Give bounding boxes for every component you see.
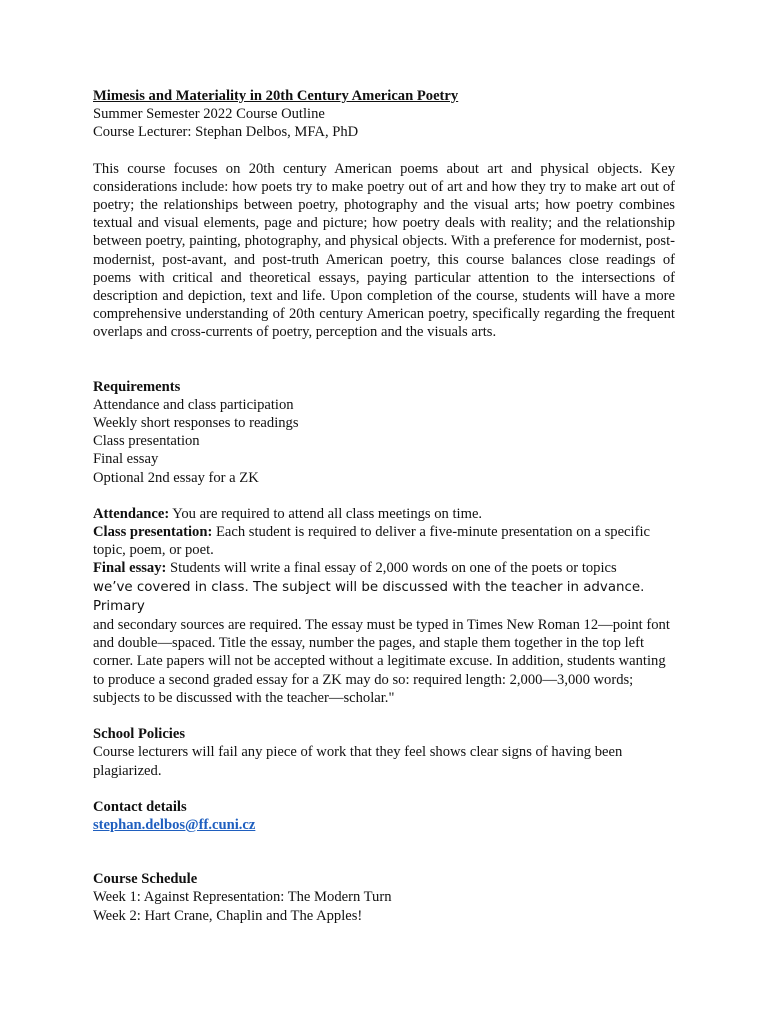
spacer xyxy=(93,834,675,870)
course-description: This course focuses on 20th century American poems about art and physical objects. Key considerations include: how poets try to make poetry out of art and how they try to make art out of poetry; the relationships between poetry, photography and the visual arts; how poetry combines textual and visual elements, page and picture; how poetry deals with reality; and the relationship between poetry, painting, photography, and physical objects. With a preference for modernist, post-modernist, post-avant, and post-truth American poetry, this course balances close readings of poems with critical and theoretical essays, paying particular attention to the intersections of description and depiction, text and life. Upon completion of the course, students will have a more comprehensive understanding of 20th century American poetry, specifically regarding the frequent overlaps and cross-currents of poetry, perception and the visuals arts. xyxy=(93,160,675,341)
school-policies-text: Course lecturers will fail any piece of work that they feel shows clear signs of having been plagiarized. xyxy=(93,744,623,779)
spacer xyxy=(93,342,675,378)
schedule-week: Week 2: Hart Crane, Chaplin and The Apples! xyxy=(93,907,363,924)
document-page xyxy=(93,87,675,925)
attendance-text: You are required to attend all class meetings on time. xyxy=(169,505,483,522)
requirements-heading: Requirements xyxy=(93,378,181,395)
attendance-paragraph xyxy=(93,505,675,523)
schedule-week: Week 1: Against Representation: The Modern Turn xyxy=(93,889,392,906)
attendance-label: Attendance: xyxy=(93,505,170,522)
requirement-item: Class presentation xyxy=(93,433,200,450)
spacer xyxy=(93,780,675,798)
contact-heading: Contact details xyxy=(93,798,187,815)
lecturer-line: Course Lecturer: Stephan Delbos, MFA, PhD xyxy=(93,124,359,141)
school-policies-heading: School Policies xyxy=(93,726,186,743)
final-essay-text-alt: we’ve covered in class. The subject will be discussed with the teacher in advance. Primary xyxy=(93,579,645,614)
final-essay-text: Students will write a final essay of 2,000 words on one of the poets or topics xyxy=(166,560,617,577)
requirement-item: Attendance and class participation xyxy=(93,396,294,413)
final-essay-text-rest: and secondary sources are required. The essay must be typed in Times New Roman 12—point font and double—spaced. Title the essay, number the pages, and staple them together in the top left corner. Late papers will not be accepted without a legitimate excuse. In addition, students wanting to produce a second graded essay for a ZK may do so: required length: 2,000—3,000 words; subjects to be discussed with the teacher—scholar." xyxy=(93,617,670,706)
contact-email-link[interactable]: stephan.delbos@ff.cuni.cz xyxy=(93,816,256,833)
semester-line: Summer Semester 2022 Course Outline xyxy=(93,106,325,123)
requirement-item: Weekly short responses to readings xyxy=(93,415,299,432)
presentation-label: Class presentation: xyxy=(93,524,213,541)
schedule-heading: Course Schedule xyxy=(93,871,198,888)
spacer xyxy=(93,487,675,505)
requirement-item: Optional 2nd essay for a ZK xyxy=(93,469,259,486)
course-title: Mimesis and Materiality in 20th Century American Poetry xyxy=(93,88,459,104)
spacer xyxy=(93,142,675,160)
spacer xyxy=(93,707,675,725)
requirement-item: Final essay xyxy=(93,451,159,468)
presentation-text: Each student is required to deliver a five-minute presentation on a specific topic, poem, or poet. xyxy=(93,524,650,559)
final-essay-label: Final essay: xyxy=(93,560,167,577)
presentation-paragraph xyxy=(93,523,675,559)
final-essay-paragraph xyxy=(93,559,675,707)
